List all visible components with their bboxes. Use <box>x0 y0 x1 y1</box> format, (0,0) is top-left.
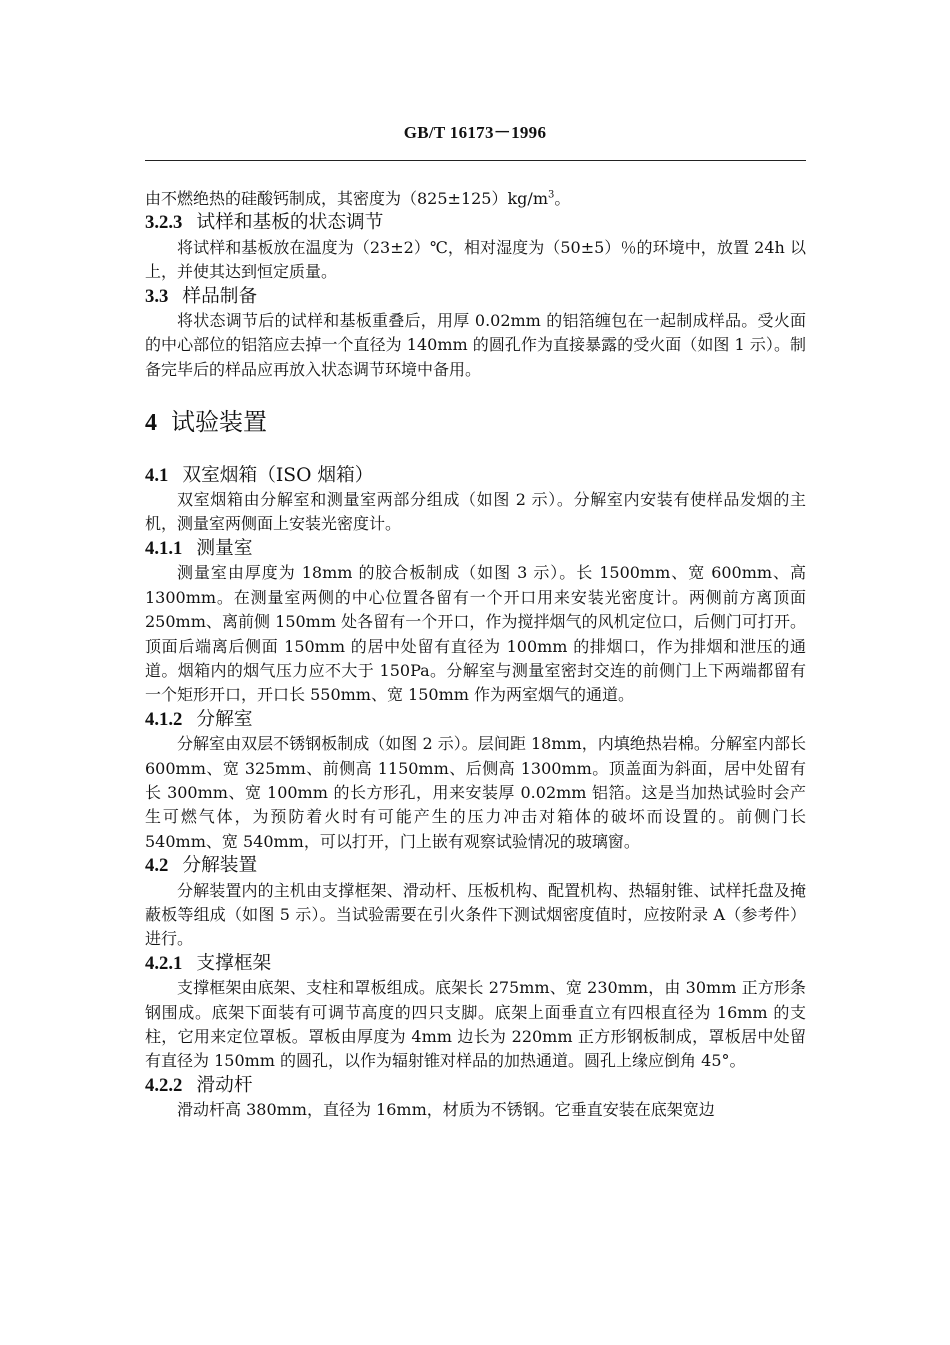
paragraph-text: 由不燃绝热的硅酸钙制成，其密度为（825±125）kg/m <box>145 189 548 208</box>
section-number: 4.1.1 <box>145 537 183 559</box>
section-number: 3.3 <box>145 285 169 307</box>
section-title: 试验装置 <box>171 408 267 437</box>
section-heading-4 <box>145 410 806 435</box>
paragraph-measuring-chamber: 测量室由厚度为 18mm 的胶合板制成（如图 3 示）。长 1500mm、宽 600mm、高 1300mm。在测量室两侧的中心位置各留有一个开口用来安装光密度计。两侧前方离顶面 250mm、离前侧 150mm 处各留有一个开口，作为搅拌烟气的风机定位口，后侧门可打开。顶面后端离后侧面 150mm 的居中处留有直径为 100mm 的排烟口，作为排烟和泄压的通道。烟箱内的烟气压力应不大于 150Pa。分解室与测量室密封交连的前侧门上下两端都留有一个矩形开口，开口长 550mm、宽 150mm 作为两室烟气的通道。 <box>145 563 806 705</box>
section-number: 4.2.2 <box>145 1074 183 1096</box>
section-title: 测量室 <box>196 537 253 559</box>
superscript: 3 <box>548 189 555 201</box>
paragraph-conditioning: 将试样和基板放在温度为（23±2）℃，相对湿度为（50±5）％的环境中，放置 24h 以上，并使其达到恒定质量。 <box>145 237 806 282</box>
paragraph-decomposition-device: 分解装置内的主机由支撑框架、滑动杆、压板机构、配置机构、热辐射锥、试样托盘及掩蔽板等组成（如图 5 示）。当试验需要在引火条件下测试烟密度值时，应按附录 A（参考件）进行。 <box>145 880 806 949</box>
section-heading-4-2-2 <box>145 1074 806 1098</box>
section-number: 4.2 <box>145 855 169 877</box>
section-heading-3-2-3 <box>145 211 806 235</box>
paragraph-sliding-rod: 滑动杆高 380mm，直径为 16mm，材质为不锈钢。它垂直安装在底架宽边 <box>177 1100 715 1120</box>
paragraph-support-frame: 支撑框架由底架、支柱和罩板组成。底架长 275mm、宽 230mm，由 30mm 正方形条钢围成。底架下面装有可调节高度的四只支脚。底架上面垂直立有四根直径为 16mm 的支柱，它用来定位罩板。罩板由厚度为 4mm 边长为 220mm 正方形钢板制成，罩板居中处留有直径为 150mm 的圆孔，以作为辐射锥对样品的加热通道。圆孔上缘应倒角 45°。 <box>145 978 806 1071</box>
section-title: 分解装置 <box>182 855 258 877</box>
section-title: 双室烟箱（ISO 烟箱） <box>182 464 374 486</box>
section-heading-4-1-2 <box>145 708 806 732</box>
section-number: 4 <box>145 410 157 437</box>
spacer <box>145 382 806 410</box>
section-title: 分解室 <box>196 708 253 730</box>
section-heading-4-1 <box>145 464 806 488</box>
document-code-header: GB/T 16173－1996 <box>403 123 547 142</box>
section-number: 4.2.1 <box>145 952 183 974</box>
section-number: 3.2.3 <box>145 212 183 234</box>
paragraph-end: 。 <box>554 189 571 208</box>
section-heading-4-2-1 <box>145 952 806 976</box>
paragraph-decomposition-chamber: 分解室由双层不锈钢板制成（如图 2 示）。层间距 18mm，内填绝热岩棉。分解室内部长 600mm、宽 325mm、前侧高 1150mm、后侧高 1300mm。顶盖面为斜面，居中处留有长 300mm、宽 100mm 的长方形孔，用来安装厚 0.02mm 铝箔。这是当加热试验时会产生可燃气体，为预防着火时有可能产生的压力冲击对箱体的破坏而设置的。前侧门长 540mm、宽 540mm，可以打开，门上嵌有观察试验情况的玻璃窗。 <box>145 734 806 851</box>
paragraph-sample-prep: 将状态调节后的试样和基板重叠后，用厚 0.02mm 的铝箔缠包在一起制成样品。受火面的中心部位的铝箔应去掉一个直径为 140mm 的圆孔作为直接暴露的受火面（如图 1 示）。制备完毕后的样品应再放入状态调节环境中备用。 <box>145 311 806 379</box>
section-title: 支撑框架 <box>196 952 272 974</box>
section-heading-3-3 <box>145 285 806 309</box>
section-heading-4-1-1 <box>145 537 806 561</box>
section-number: 4.1 <box>145 464 169 486</box>
section-number: 4.1.2 <box>145 708 183 730</box>
section-title: 样品制备 <box>182 285 258 307</box>
section-heading-4-2 <box>145 854 806 878</box>
header-rule <box>145 160 806 161</box>
document-body <box>145 187 806 1123</box>
paragraph-smoke-box: 双室烟箱由分解室和测量室两部分组成（如图 2 示）。分解室内安装有使样品发烟的主机，测量室两侧面上安装光密度计。 <box>145 490 806 534</box>
section-title: 滑动杆 <box>196 1074 253 1096</box>
spacer <box>145 436 806 464</box>
paragraph-density <box>145 187 806 211</box>
section-title: 试样和基板的状态调节 <box>196 212 384 234</box>
